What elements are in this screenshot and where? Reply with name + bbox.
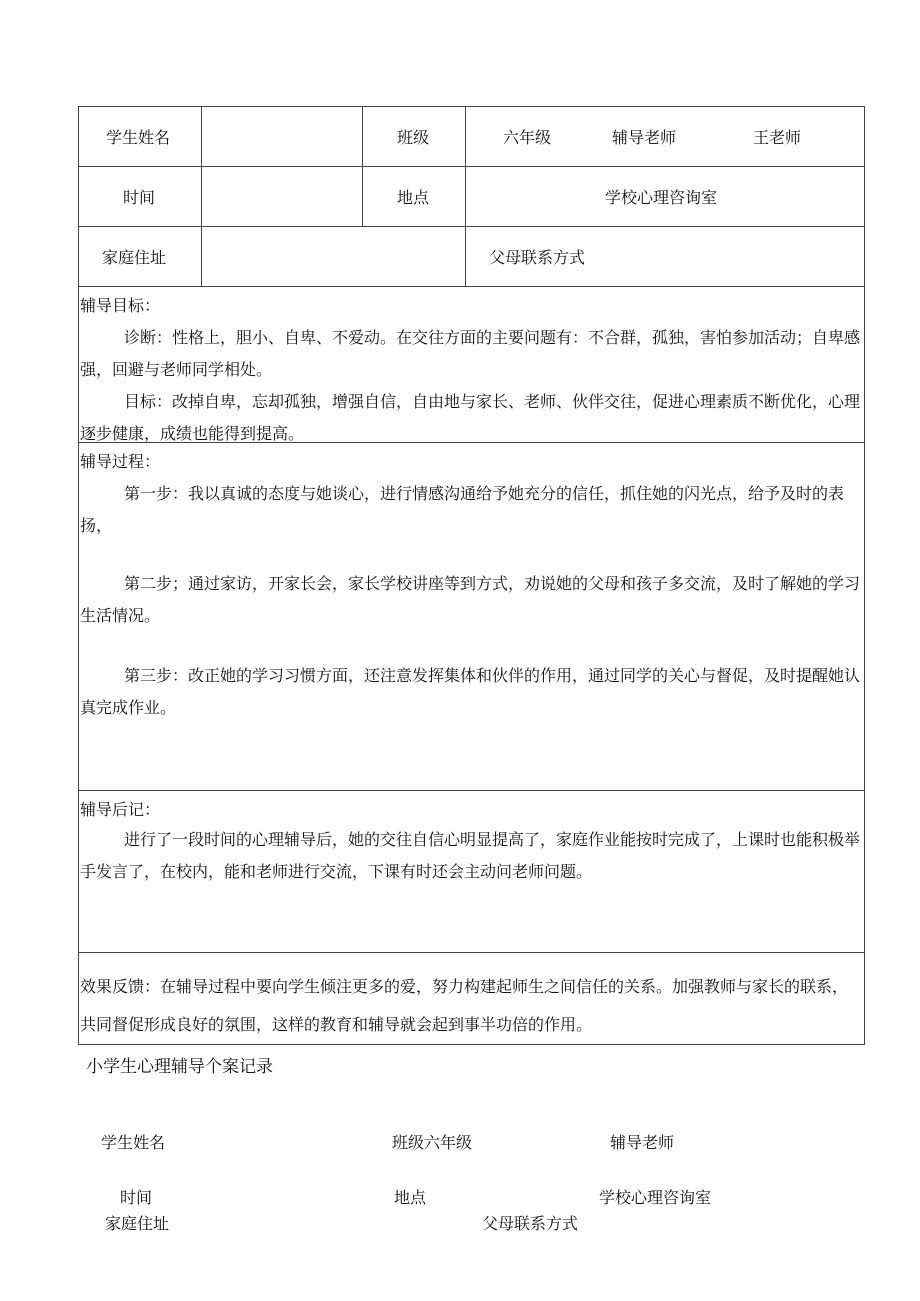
process-step-3: 第三步：改正她的学习习惯方面，还注意发挥集体和伙伴的作用，通过同学的关心与督促，及时提醒她认真完成作业。 <box>80 666 861 717</box>
table-border-right <box>864 106 865 1045</box>
class-value: 六年级 <box>503 128 552 147</box>
goals-diagnosis: 诊断：性格上，胆小、自卑、不爱动。在交往方面的主要问题有：不合群，孤独，害怕参加活动；自卑感强，回避与老师同学相处。 <box>80 328 861 379</box>
process-heading: 辅导过程： <box>80 452 161 471</box>
teacher-label: 辅导老师 <box>612 128 677 147</box>
form-location-value: 学校心理咨询室 <box>599 1188 712 1207</box>
student-name-value[interactable] <box>210 128 355 148</box>
feedback-text: 效果反馈：在辅导过程中要向学生倾注更多的爱，努力构建起师生之间信任的关系。加强教师与家长的联系，共同督促形成良好的氛围，这样的教育和辅导就会起到事半功倍的作用。 <box>80 977 849 1034</box>
process-step-1: 第一步：我以真诚的态度与她谈心，进行情感沟通给予她充分的信任，抓住她的闪光点，给予及时的表扬， <box>80 484 845 535</box>
table-row-divider <box>78 790 865 791</box>
form-teacher-label: 辅导老师 <box>610 1133 675 1152</box>
table-border-left <box>78 106 79 1045</box>
student-name-label: 学生姓名 <box>106 128 171 147</box>
form-parent-contact-label: 父母联系方式 <box>482 1214 579 1233</box>
form-class-text: 班级六年级 <box>392 1133 473 1152</box>
table-row-divider <box>78 166 865 167</box>
table-row-divider <box>78 286 865 287</box>
table-col-divider <box>201 106 202 287</box>
teacher-value: 王老师 <box>753 128 802 147</box>
table-row-divider <box>78 226 865 227</box>
time-label: 时间 <box>123 188 156 207</box>
afterword-text: 进行了一段时间的心理辅导后，她的交往自信心明显提高了，家庭作业能按时完成了，上课时也能积极举手发言了，在校内，能和老师进行交流，下课有时还会主动问老师问题。 <box>80 830 861 881</box>
class-label: 班级 <box>397 128 430 147</box>
goals-target: 目标：改掉自卑，忘却孤独，增强自信，自由地与家长、老师、伙伴交往，促进心理素质不断优化，心理逐步健康，成绩也能得到提高。 <box>80 392 861 443</box>
goals-heading: 辅导目标： <box>80 296 161 315</box>
table-col-divider <box>362 106 363 227</box>
time-value[interactable] <box>210 188 355 208</box>
table-border-top <box>78 106 865 107</box>
afterword-heading: 辅导后记： <box>80 800 161 819</box>
location-label: 地点 <box>397 188 430 207</box>
form-title: 小学生心理辅导个案记录 <box>86 1057 273 1077</box>
address-value[interactable] <box>210 248 460 268</box>
form-time-label: 时间 <box>120 1188 153 1207</box>
table-border-bottom <box>78 1044 865 1045</box>
location-value: 学校心理咨询室 <box>605 188 718 207</box>
form-student-name-label: 学生姓名 <box>101 1133 166 1152</box>
process-step-2: 第二步；通过家访，开家长会，家长学校讲座等到方式，劝说她的父母和孩子多交流，及时了解她的学习生活情况。 <box>80 574 861 625</box>
form-address-label: 家庭住址 <box>105 1214 170 1233</box>
form-location-label: 地点 <box>394 1188 427 1207</box>
table-row-divider <box>78 952 865 953</box>
parent-contact-label: 父母联系方式 <box>489 248 586 267</box>
address-label: 家庭住址 <box>102 248 167 267</box>
table-col-divider <box>465 106 466 287</box>
